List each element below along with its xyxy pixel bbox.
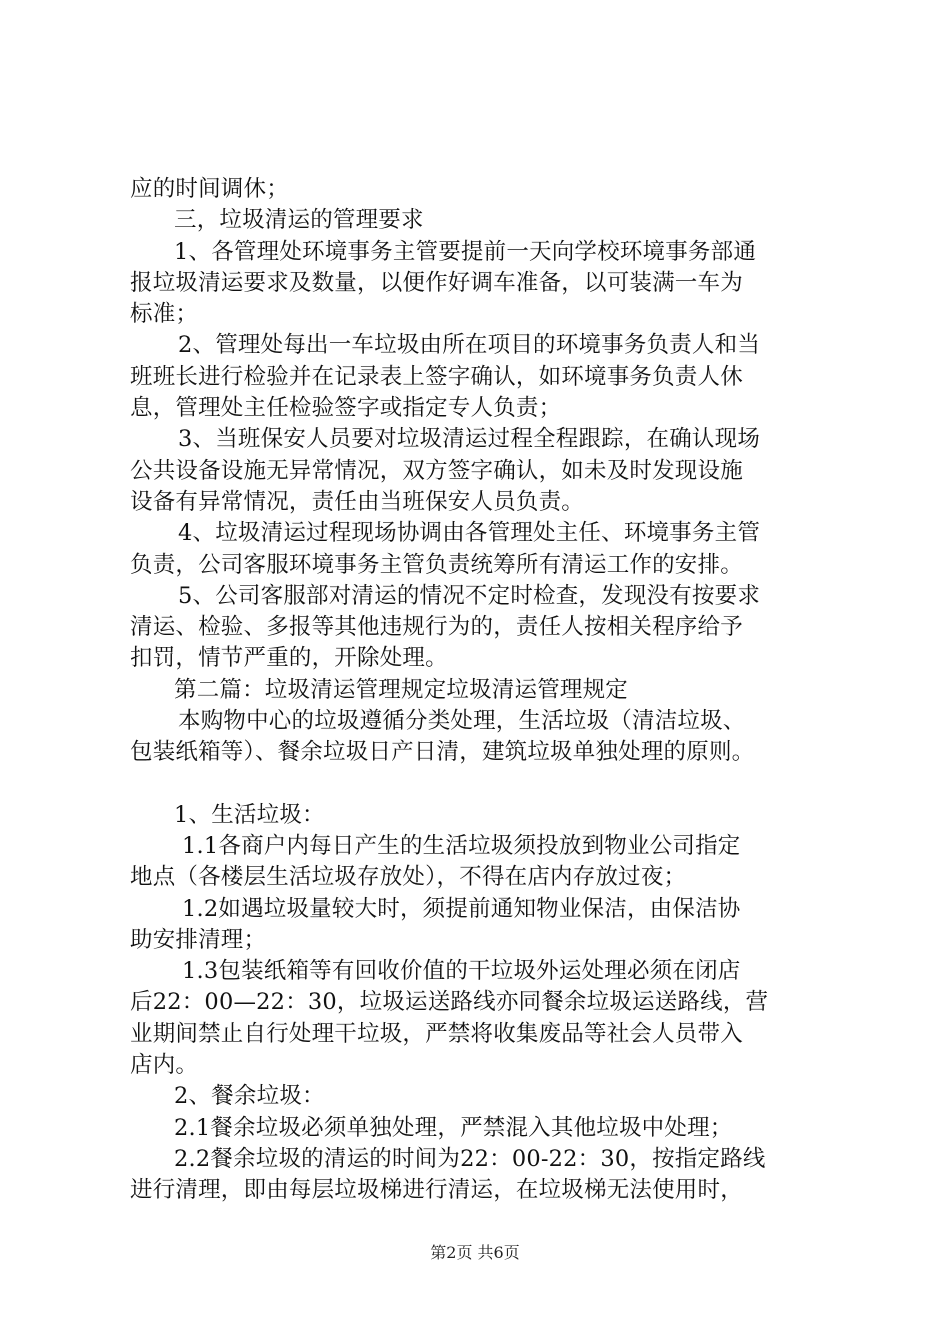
text-line: 地点（各楼层生活垃圾存放处），不得在店内存放过夜；: [130, 864, 687, 891]
text-line: 报垃圾清运要求及数量，以便作好调车准备，以可装满一车为: [130, 269, 743, 296]
section-heading: 三，垃圾清运的管理要求: [174, 207, 424, 234]
text-line: 进行清理，即由每层垃圾梯进行清运，在垃圾梯无法使用时，: [130, 1177, 743, 1204]
page-number-footer: 第2页 共6页: [430, 1243, 520, 1262]
text-line: 负责，公司客服环境事务主管负责统筹所有清运工作的安排。: [130, 551, 743, 578]
text-line: 息，管理处主任检验签字或指定专人负责；: [130, 395, 562, 422]
text-line: 助安排清理；: [130, 926, 267, 953]
text-line: 3、当班保安人员要对垃圾清运过程全程跟踪，在确认现场: [178, 426, 761, 453]
text-line: 1.1各商户内每日产生的生活垃圾须投放到物业公司指定: [182, 832, 741, 859]
text-line: 后22：00—22：30，垃圾运送路线亦同餐余垃圾运送路线，营: [130, 989, 769, 1016]
text-line: 店内。: [130, 1052, 199, 1079]
section-heading: 1、生活垃圾：: [174, 801, 325, 828]
text-line: 业期间禁止自行处理干垃圾，严禁将收集废品等社会人员带入: [130, 1020, 743, 1047]
text-line: 1、各管理处环境事务主管要提前一天向学校环境事务部通: [174, 238, 757, 265]
blank-line: [130, 769, 850, 800]
text-line: 扣罚，情节严重的，开除处理。: [130, 645, 448, 672]
text-line: 公共设备设施无异常情况，双方签字确认，如未及时发现设施: [130, 457, 743, 484]
text-line: 班班长进行检验并在记录表上签字确认，如环境事务负责人休: [130, 363, 743, 390]
text-line: 2.2餐余垃圾的清运的时间为22：00-22：30，按指定路线: [174, 1145, 766, 1172]
text-line: 1.3包装纸箱等有回收价值的干垃圾外运处理必须在闭店: [182, 958, 741, 985]
section-heading: 2、餐余垃圾：: [174, 1083, 325, 1110]
chapter-heading: 第二篇：垃圾清运管理规定垃圾清运管理规定: [174, 676, 629, 703]
text-line: 1.2如遇垃圾量较大时，须提前通知物业保洁，由保洁协: [182, 895, 741, 922]
text-line: 应的时间调休；: [130, 176, 289, 202]
text-line: 清运、检验、多报等其他违规行为的，责任人按相关程序给予: [130, 614, 743, 641]
text-line: 本购物中心的垃圾遵循分类处理，生活垃圾（清洁垃圾、: [178, 708, 746, 735]
text-line: 4、垃圾清运过程现场协调由各管理处主任、环境事务主管: [178, 520, 761, 547]
text-line: 设备有异常情况，责任由当班保安人员负责。: [130, 488, 585, 515]
text-line: 5、公司客服部对清运的情况不定时检查，发现没有按要求: [178, 582, 761, 609]
text-line: 2、管理处每出一车垃圾由所在项目的环境事务负责人和当: [178, 332, 761, 359]
text-line: 标准；: [130, 301, 199, 328]
document-body: [130, 174, 850, 1207]
text-line: 包装纸箱等）、餐余垃圾日产日清，建筑垃圾单独处理的原则。: [130, 739, 755, 766]
text-line: 2.1餐余垃圾必须单独处理，严禁混入其他垃圾中处理；: [174, 1114, 733, 1141]
